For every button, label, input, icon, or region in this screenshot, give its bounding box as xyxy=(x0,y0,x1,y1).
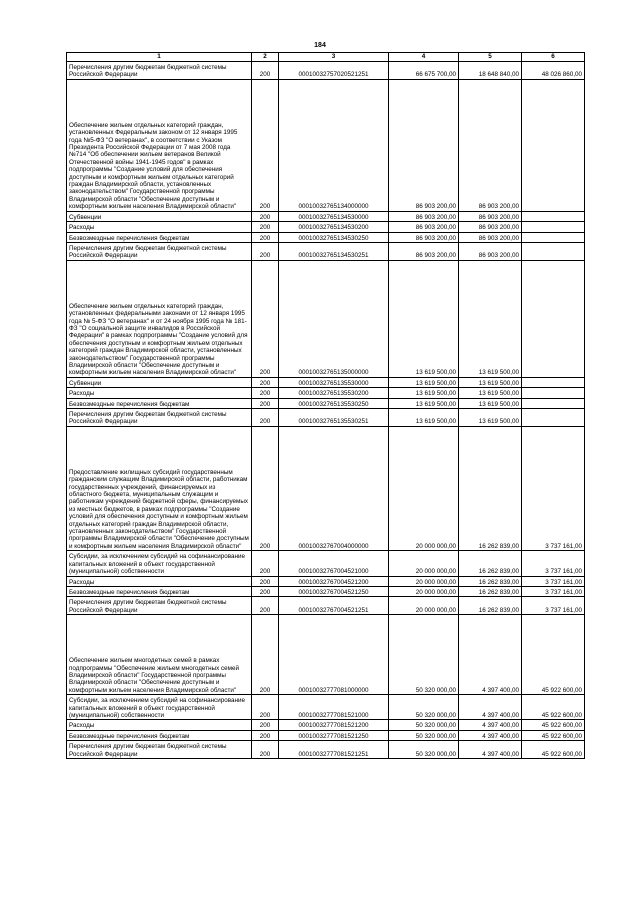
row-amount-col5: 4 397 400,00 xyxy=(459,720,522,730)
row-code-cell: 200 xyxy=(252,377,279,387)
row-amount-col5: 13 619 500,00 xyxy=(459,388,522,398)
row-amount-col4: 50 320 000,00 xyxy=(389,741,459,759)
row-amount-col5: 86 903 200,00 xyxy=(459,232,522,242)
row-name-cell: Расходы xyxy=(67,720,252,730)
row-amount-col4: 20 000 000,00 xyxy=(389,576,459,586)
row-amount-col6: 48 026 860,00 xyxy=(522,62,585,80)
table-row xyxy=(67,730,585,740)
row-code-cell: 200 xyxy=(252,211,279,221)
row-name-cell: Расходы xyxy=(67,576,252,586)
row-kbk-cell: 00010032777081521251 xyxy=(279,741,389,759)
row-amount-col5: 86 903 200,00 xyxy=(459,79,522,211)
row-amount-col5: 16 262 839,00 xyxy=(459,426,522,550)
row-amount-col5: 13 619 500,00 xyxy=(459,398,522,408)
row-name-cell: Безвозмездные перечисления бюджетам xyxy=(67,730,252,740)
row-kbk-cell: 00010032765134530000 xyxy=(279,211,389,221)
table-row xyxy=(67,211,585,221)
row-code-cell: 200 xyxy=(252,615,279,695)
row-amount-col4: 50 320 000,00 xyxy=(389,615,459,695)
row-amount-col6 xyxy=(522,242,585,260)
header-cell: 3 xyxy=(279,53,389,62)
header-cell: 1 xyxy=(67,53,252,62)
row-amount-col5: 86 903 200,00 xyxy=(459,211,522,221)
row-amount-col4: 86 903 200,00 xyxy=(389,222,459,232)
row-code-cell: 200 xyxy=(252,260,279,377)
row-kbk-cell: 00010032765134530251 xyxy=(279,242,389,260)
row-amount-col4: 20 000 000,00 xyxy=(389,551,459,576)
row-code-cell: 200 xyxy=(252,388,279,398)
row-amount-col4: 86 903 200,00 xyxy=(389,211,459,221)
row-code-cell: 200 xyxy=(252,576,279,586)
row-code-cell: 200 xyxy=(252,551,279,576)
row-amount-col5: 4 397 400,00 xyxy=(459,741,522,759)
row-name-cell: Безвозмездные перечисления бюджетам xyxy=(67,232,252,242)
row-kbk-cell: 00010032777081521250 xyxy=(279,730,389,740)
row-amount-col5: 13 619 500,00 xyxy=(459,260,522,377)
row-amount-col5: 16 262 839,00 xyxy=(459,551,522,576)
row-name-cell: Расходы xyxy=(67,222,252,232)
row-code-cell: 200 xyxy=(252,79,279,211)
row-amount-col6: 3 737 161,00 xyxy=(522,551,585,576)
row-amount-col6: 3 737 161,00 xyxy=(522,597,585,615)
row-amount-col4: 86 903 200,00 xyxy=(389,242,459,260)
row-amount-col6: 45 922 600,00 xyxy=(522,741,585,759)
header-cell: 2 xyxy=(252,53,279,62)
row-amount-col4: 20 000 000,00 xyxy=(389,426,459,550)
row-amount-col6 xyxy=(522,409,585,427)
row-code-cell: 200 xyxy=(252,398,279,408)
row-name-cell: Безвозмездные перечисления бюджетам xyxy=(67,398,252,408)
row-amount-col4: 86 903 200,00 xyxy=(389,232,459,242)
table-row xyxy=(67,551,585,576)
row-amount-col4: 13 619 500,00 xyxy=(389,260,459,377)
page-number: 184 xyxy=(314,42,326,49)
row-name-cell: Обеспечение жильем отдельных категорий граждан, установленных федеральными законами от 12 января 1995 года № 5-ФЗ "О ветеранах" и от 24 ноября 1995 года № 181-ФЗ "О социальной защите инвалидов в Российской Федерации" в рамках подпрограммы "Создание условий для обеспечения доступным и комфортным жильем отдельных категорий граждан Владимирской области, установленных законодательством" Государственной программы Владимирской области "Обеспечение доступным и комфортным жильем населения Владимирской области" xyxy=(67,260,252,377)
row-amount-col6 xyxy=(522,388,585,398)
row-name-cell: Субсидии, за исключением субсидий на софинансирование капитальных вложений в объект государственной (муниципальной) собственности xyxy=(67,551,252,576)
row-amount-col6: 45 922 600,00 xyxy=(522,720,585,730)
table-row xyxy=(67,576,585,586)
row-amount-col4: 50 320 000,00 xyxy=(389,695,459,720)
row-amount-col6: 45 922 600,00 xyxy=(522,695,585,720)
table-row xyxy=(67,597,585,615)
row-amount-col6 xyxy=(522,377,585,387)
table-row xyxy=(67,398,585,408)
row-kbk-cell: 00010032765134000000 xyxy=(279,79,389,211)
row-kbk-cell: 00010032767004521250 xyxy=(279,586,389,596)
row-amount-col4: 13 619 500,00 xyxy=(389,388,459,398)
row-amount-col4: 66 675 700,00 xyxy=(389,62,459,80)
header-cell: 4 xyxy=(389,53,459,62)
row-name-cell: Перечисления другим бюджетам бюджетной системы Российской Федерации xyxy=(67,409,252,427)
table-row xyxy=(67,720,585,730)
row-amount-col5: 16 262 839,00 xyxy=(459,597,522,615)
row-amount-col4: 13 619 500,00 xyxy=(389,398,459,408)
row-code-cell: 200 xyxy=(252,720,279,730)
row-kbk-cell: 00010032777081000000 xyxy=(279,615,389,695)
row-kbk-cell: 00010032767004000000 xyxy=(279,426,389,550)
table-row xyxy=(67,388,585,398)
row-amount-col6 xyxy=(522,211,585,221)
row-kbk-cell: 00010032757020521251 xyxy=(279,62,389,80)
row-kbk-cell: 00010032777081521200 xyxy=(279,720,389,730)
row-kbk-cell: 00010032765135530000 xyxy=(279,377,389,387)
row-amount-col5: 13 619 500,00 xyxy=(459,377,522,387)
table-row xyxy=(67,586,585,596)
row-kbk-cell: 00010032765135530250 xyxy=(279,398,389,408)
row-code-cell: 200 xyxy=(252,597,279,615)
table-row xyxy=(67,222,585,232)
row-name-cell: Перечисления другим бюджетам бюджетной системы Российской Федерации xyxy=(67,62,252,80)
row-kbk-cell: 00010032767004521000 xyxy=(279,551,389,576)
row-kbk-cell: 00010032765135000000 xyxy=(279,260,389,377)
row-code-cell: 200 xyxy=(252,586,279,596)
row-amount-col6 xyxy=(522,79,585,211)
row-amount-col5: 4 397 400,00 xyxy=(459,695,522,720)
row-amount-col5: 16 262 839,00 xyxy=(459,586,522,596)
header-cell: 5 xyxy=(459,53,522,62)
table-row xyxy=(67,260,585,377)
table-row xyxy=(67,695,585,720)
row-name-cell: Обеспечение жильем многодетных семей в рамках подпрограммы "Обеспечение жильем многодетных семей Владимирской области" Государственной программы Владимирской области "Обеспечение доступным и комфортным жильем населения Владимирской области" xyxy=(67,615,252,695)
row-amount-col4: 20 000 000,00 xyxy=(389,586,459,596)
row-code-cell: 200 xyxy=(252,730,279,740)
row-name-cell: Перечисления другим бюджетам бюджетной системы Российской Федерации xyxy=(67,242,252,260)
table-row xyxy=(67,242,585,260)
row-name-cell: Субвенции xyxy=(67,377,252,387)
row-code-cell: 200 xyxy=(252,741,279,759)
row-amount-col4: 13 619 500,00 xyxy=(389,377,459,387)
table-row xyxy=(67,741,585,759)
row-amount-col6: 45 922 600,00 xyxy=(522,615,585,695)
row-amount-col5: 86 903 200,00 xyxy=(459,222,522,232)
row-code-cell: 200 xyxy=(252,409,279,427)
table-row xyxy=(67,62,585,80)
row-code-cell: 200 xyxy=(252,426,279,550)
row-amount-col4: 50 320 000,00 xyxy=(389,720,459,730)
row-kbk-cell: 00010032777081521000 xyxy=(279,695,389,720)
row-kbk-cell: 00010032765134530250 xyxy=(279,232,389,242)
row-code-cell: 200 xyxy=(252,62,279,80)
row-amount-col5: 18 648 840,00 xyxy=(459,62,522,80)
row-name-cell: Предоставление жилищных субсидий государственным гражданским служащим Владимирской области, работникам государственных учреждений, финансируемых из областного бюджета, муниципальным служащим и работникам учреждений бюджетной сферы, финансируемых из местных бюджетов, в рамках подпрограммы "Создание условий для обеспечения доступным и комфортным жильем отдельных категорий граждан Владимирской области, установленных законодательством" Государственной программы Владимирской области "Обеспечение доступным и комфортным жильем населения Владимирской области" xyxy=(67,426,252,550)
row-amount-col5: 16 262 839,00 xyxy=(459,576,522,586)
header-cell: 6 xyxy=(522,53,585,62)
row-amount-col4: 20 000 000,00 xyxy=(389,597,459,615)
row-name-cell: Безвозмездные перечисления бюджетам xyxy=(67,586,252,596)
row-kbk-cell: 00010032765135530200 xyxy=(279,388,389,398)
table-row xyxy=(67,615,585,695)
row-amount-col6: 3 737 161,00 xyxy=(522,586,585,596)
row-kbk-cell: 00010032767004521200 xyxy=(279,576,389,586)
row-name-cell: Субвенции xyxy=(67,211,252,221)
row-kbk-cell: 00010032767004521251 xyxy=(279,597,389,615)
row-code-cell: 200 xyxy=(252,695,279,720)
row-amount-col5: 4 397 400,00 xyxy=(459,615,522,695)
row-amount-col6 xyxy=(522,398,585,408)
row-name-cell: Перечисления другим бюджетам бюджетной системы Российской Федерации xyxy=(67,741,252,759)
row-code-cell: 200 xyxy=(252,232,279,242)
row-amount-col4: 50 320 000,00 xyxy=(389,730,459,740)
row-amount-col6: 45 922 600,00 xyxy=(522,730,585,740)
row-code-cell: 200 xyxy=(252,242,279,260)
row-amount-col4: 13 619 500,00 xyxy=(389,409,459,427)
table-row xyxy=(67,409,585,427)
table-row xyxy=(67,232,585,242)
row-amount-col6 xyxy=(522,260,585,377)
budget-table xyxy=(66,52,585,759)
table-header-row xyxy=(67,53,585,62)
row-amount-col6: 3 737 161,00 xyxy=(522,576,585,586)
table-row xyxy=(67,426,585,550)
row-kbk-cell: 00010032765134530200 xyxy=(279,222,389,232)
row-name-cell: Перечисления другим бюджетам бюджетной системы Российской Федерации xyxy=(67,597,252,615)
row-name-cell: Расходы xyxy=(67,388,252,398)
row-name-cell: Обеспечение жильем отдельных категорий граждан, установленных Федеральным законом от 12 января 1995 года №5-ФЗ "О ветеранах", в соответствии с Указом Президента Российской Федерации от 7 мая 2008 года №714 "Об обеспечении жильем ветеранов Великой Отечественной войны 1941-1945 годов" в рамках подпрограммы "Создание условий для обеспечения доступным и комфортным жильем отдельных категорий граждан Владимирской области, установленных законодательством" Государственной программы Владимирской области "Обеспечение доступным и комфортным жильем населения Владимирской области" xyxy=(67,79,252,211)
row-amount-col4: 86 903 200,00 xyxy=(389,79,459,211)
row-kbk-cell: 00010032765135530251 xyxy=(279,409,389,427)
row-amount-col5: 13 619 500,00 xyxy=(459,409,522,427)
row-code-cell: 200 xyxy=(252,222,279,232)
table-row xyxy=(67,377,585,387)
row-amount-col5: 4 397 400,00 xyxy=(459,730,522,740)
table-row xyxy=(67,79,585,211)
row-amount-col6 xyxy=(522,232,585,242)
row-amount-col6 xyxy=(522,222,585,232)
row-amount-col5: 86 903 200,00 xyxy=(459,242,522,260)
row-amount-col6: 3 737 161,00 xyxy=(522,426,585,550)
row-name-cell: Субсидии, за исключением субсидий на софинансирование капитальных вложений в объект государственной (муниципальной) собственности xyxy=(67,695,252,720)
